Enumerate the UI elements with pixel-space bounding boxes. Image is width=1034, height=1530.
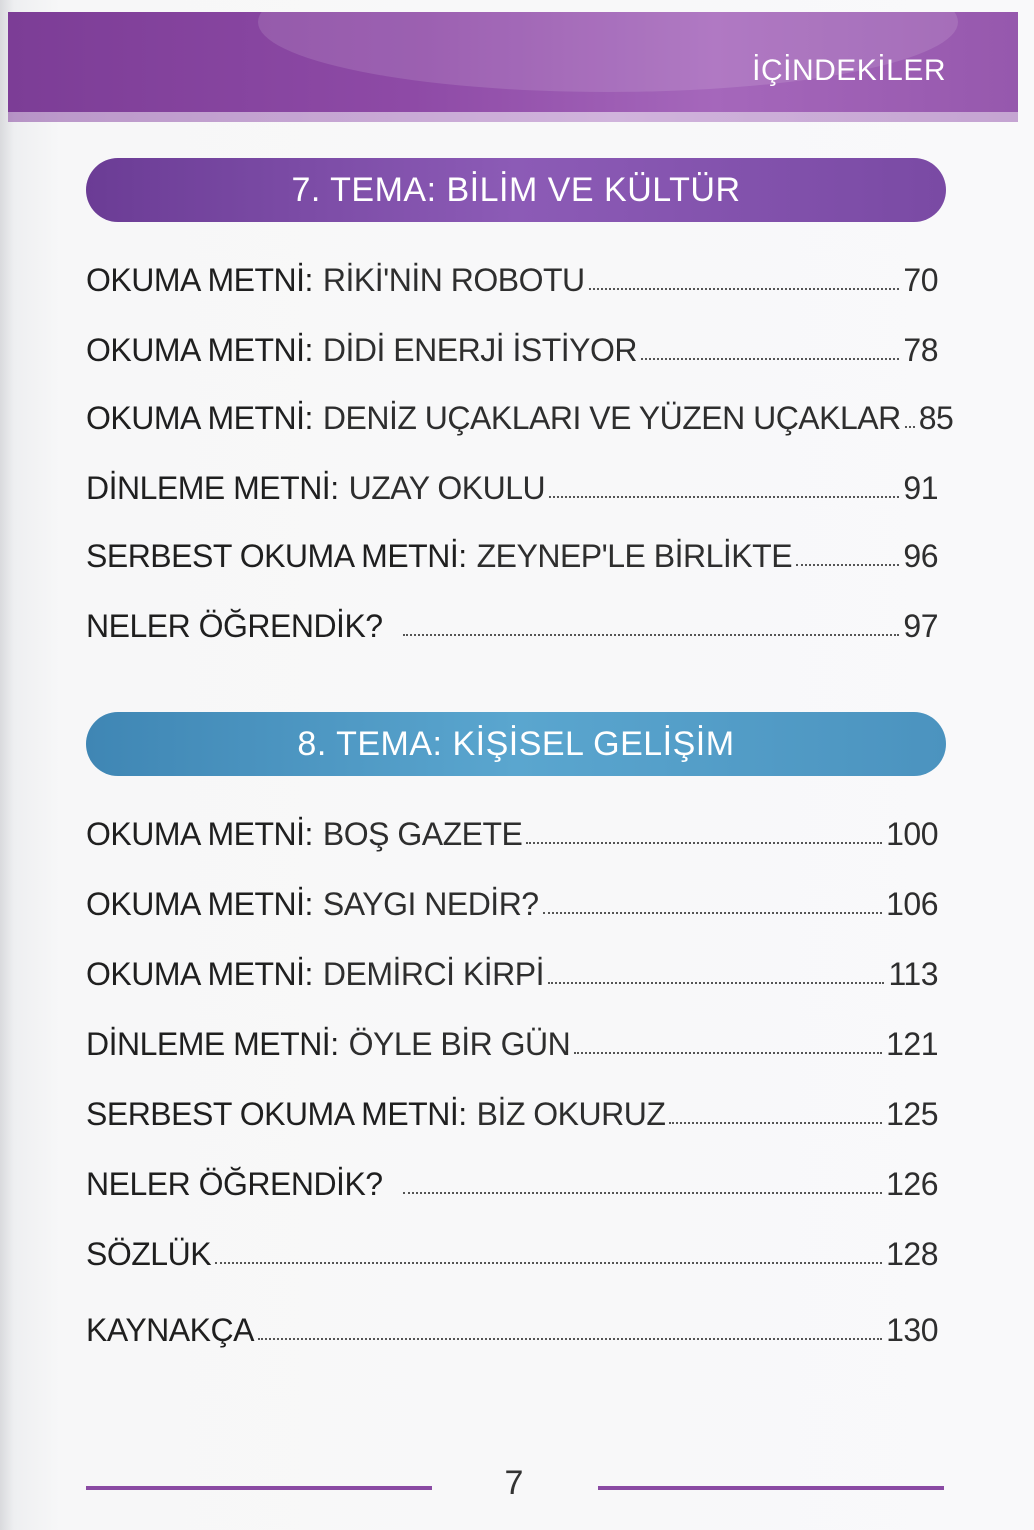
entry-label: OKUMA METNİ: xyxy=(86,816,313,852)
entry-page: 97 xyxy=(903,608,938,644)
dot-leader xyxy=(905,426,915,428)
entry-label: OKUMA METNİ: xyxy=(86,262,313,298)
dot-leader xyxy=(215,1262,882,1264)
entry-label: SÖZLÜK xyxy=(86,1236,212,1272)
entry-title: UZAY OKULU xyxy=(348,470,546,506)
entry-label: DİNLEME METNİ: xyxy=(86,1026,339,1062)
entry-label: DİNLEME METNİ: xyxy=(86,470,339,506)
entry-label: OKUMA METNİ: xyxy=(86,956,313,992)
entry-page: 91 xyxy=(903,470,938,506)
dot-leader xyxy=(548,982,885,984)
dot-leader xyxy=(574,1052,882,1054)
entry-title: ZEYNEP'LE BİRLİKTE xyxy=(476,538,793,574)
toc-entry[interactable] xyxy=(86,1162,938,1206)
page-number: 7 xyxy=(504,1464,524,1502)
dot-leader xyxy=(403,1192,883,1194)
toc-entry[interactable] xyxy=(86,396,954,440)
toc-entry[interactable] xyxy=(86,534,938,578)
toc-entry[interactable] xyxy=(86,1092,938,1136)
dot-leader xyxy=(669,1122,882,1124)
entry-page: 106 xyxy=(886,886,938,922)
entry-page: 130 xyxy=(886,1312,938,1348)
theme-7-heading: 7. TEMA: BİLİM VE KÜLTÜR xyxy=(86,158,946,222)
toc-entry[interactable] xyxy=(86,1308,938,1352)
entry-page: 96 xyxy=(903,538,938,574)
entry-title: DENİZ UÇAKLARI VE YÜZEN UÇAKLAR xyxy=(322,400,901,436)
toc-entry[interactable] xyxy=(86,604,938,648)
dot-leader xyxy=(549,496,899,498)
entry-title: BİZ OKURUZ xyxy=(476,1096,666,1132)
dot-leader xyxy=(258,1338,882,1340)
entry-title: DEMİRCİ KİRPİ xyxy=(322,956,544,992)
entry-page: 100 xyxy=(886,816,938,852)
dot-leader xyxy=(641,358,899,360)
toc-entry[interactable] xyxy=(86,812,938,856)
entry-label: NELER ÖĞRENDİK? xyxy=(86,608,383,644)
footer-rule-left xyxy=(86,1486,432,1490)
entry-page: 113 xyxy=(888,956,938,992)
entry-page: 70 xyxy=(903,262,938,298)
entry-page: 121 xyxy=(886,1026,938,1062)
toc-entry[interactable] xyxy=(86,1022,938,1066)
dot-leader xyxy=(543,912,883,914)
entry-page: 125 xyxy=(886,1096,938,1132)
dot-leader xyxy=(526,842,882,844)
toc-entry[interactable] xyxy=(86,258,938,302)
entry-label: OKUMA METNİ: xyxy=(86,400,313,436)
entry-title: SAYGI NEDİR? xyxy=(322,886,539,922)
entry-title: BOŞ GAZETE xyxy=(322,816,523,852)
entry-label: SERBEST OKUMA METNİ: xyxy=(86,538,467,574)
toc-entry[interactable] xyxy=(86,882,938,926)
dot-leader xyxy=(589,288,900,290)
entry-label: OKUMA METNİ: xyxy=(86,332,313,368)
toc-entry[interactable] xyxy=(86,328,938,372)
theme-8-heading: 8. TEMA: KİŞİSEL GELİŞİM xyxy=(86,712,946,776)
header-rule xyxy=(8,112,1018,122)
entry-label: OKUMA METNİ: xyxy=(86,886,313,922)
entry-page: 85 xyxy=(918,400,954,436)
entry-page: 78 xyxy=(903,332,938,368)
toc-entry[interactable] xyxy=(86,952,938,996)
toc-entry[interactable] xyxy=(86,1232,938,1276)
entry-page: 128 xyxy=(886,1236,938,1272)
entry-title: ÖYLE BİR GÜN xyxy=(348,1026,571,1062)
entry-label: KAYNAKÇA xyxy=(86,1312,254,1348)
entry-label: SERBEST OKUMA METNİ: xyxy=(86,1096,467,1132)
toc-entry[interactable] xyxy=(86,466,938,510)
dot-leader xyxy=(796,564,899,566)
entry-label: NELER ÖĞRENDİK? xyxy=(86,1166,383,1202)
page-title: İÇİNDEKİLER xyxy=(752,54,946,87)
dot-leader xyxy=(403,634,900,636)
entry-page: 126 xyxy=(886,1166,938,1202)
entry-title: RİKİ'NİN ROBOTU xyxy=(322,262,585,298)
entry-title: DİDİ ENERJİ İSTİYOR xyxy=(322,332,637,368)
footer-rule-right xyxy=(598,1486,944,1490)
